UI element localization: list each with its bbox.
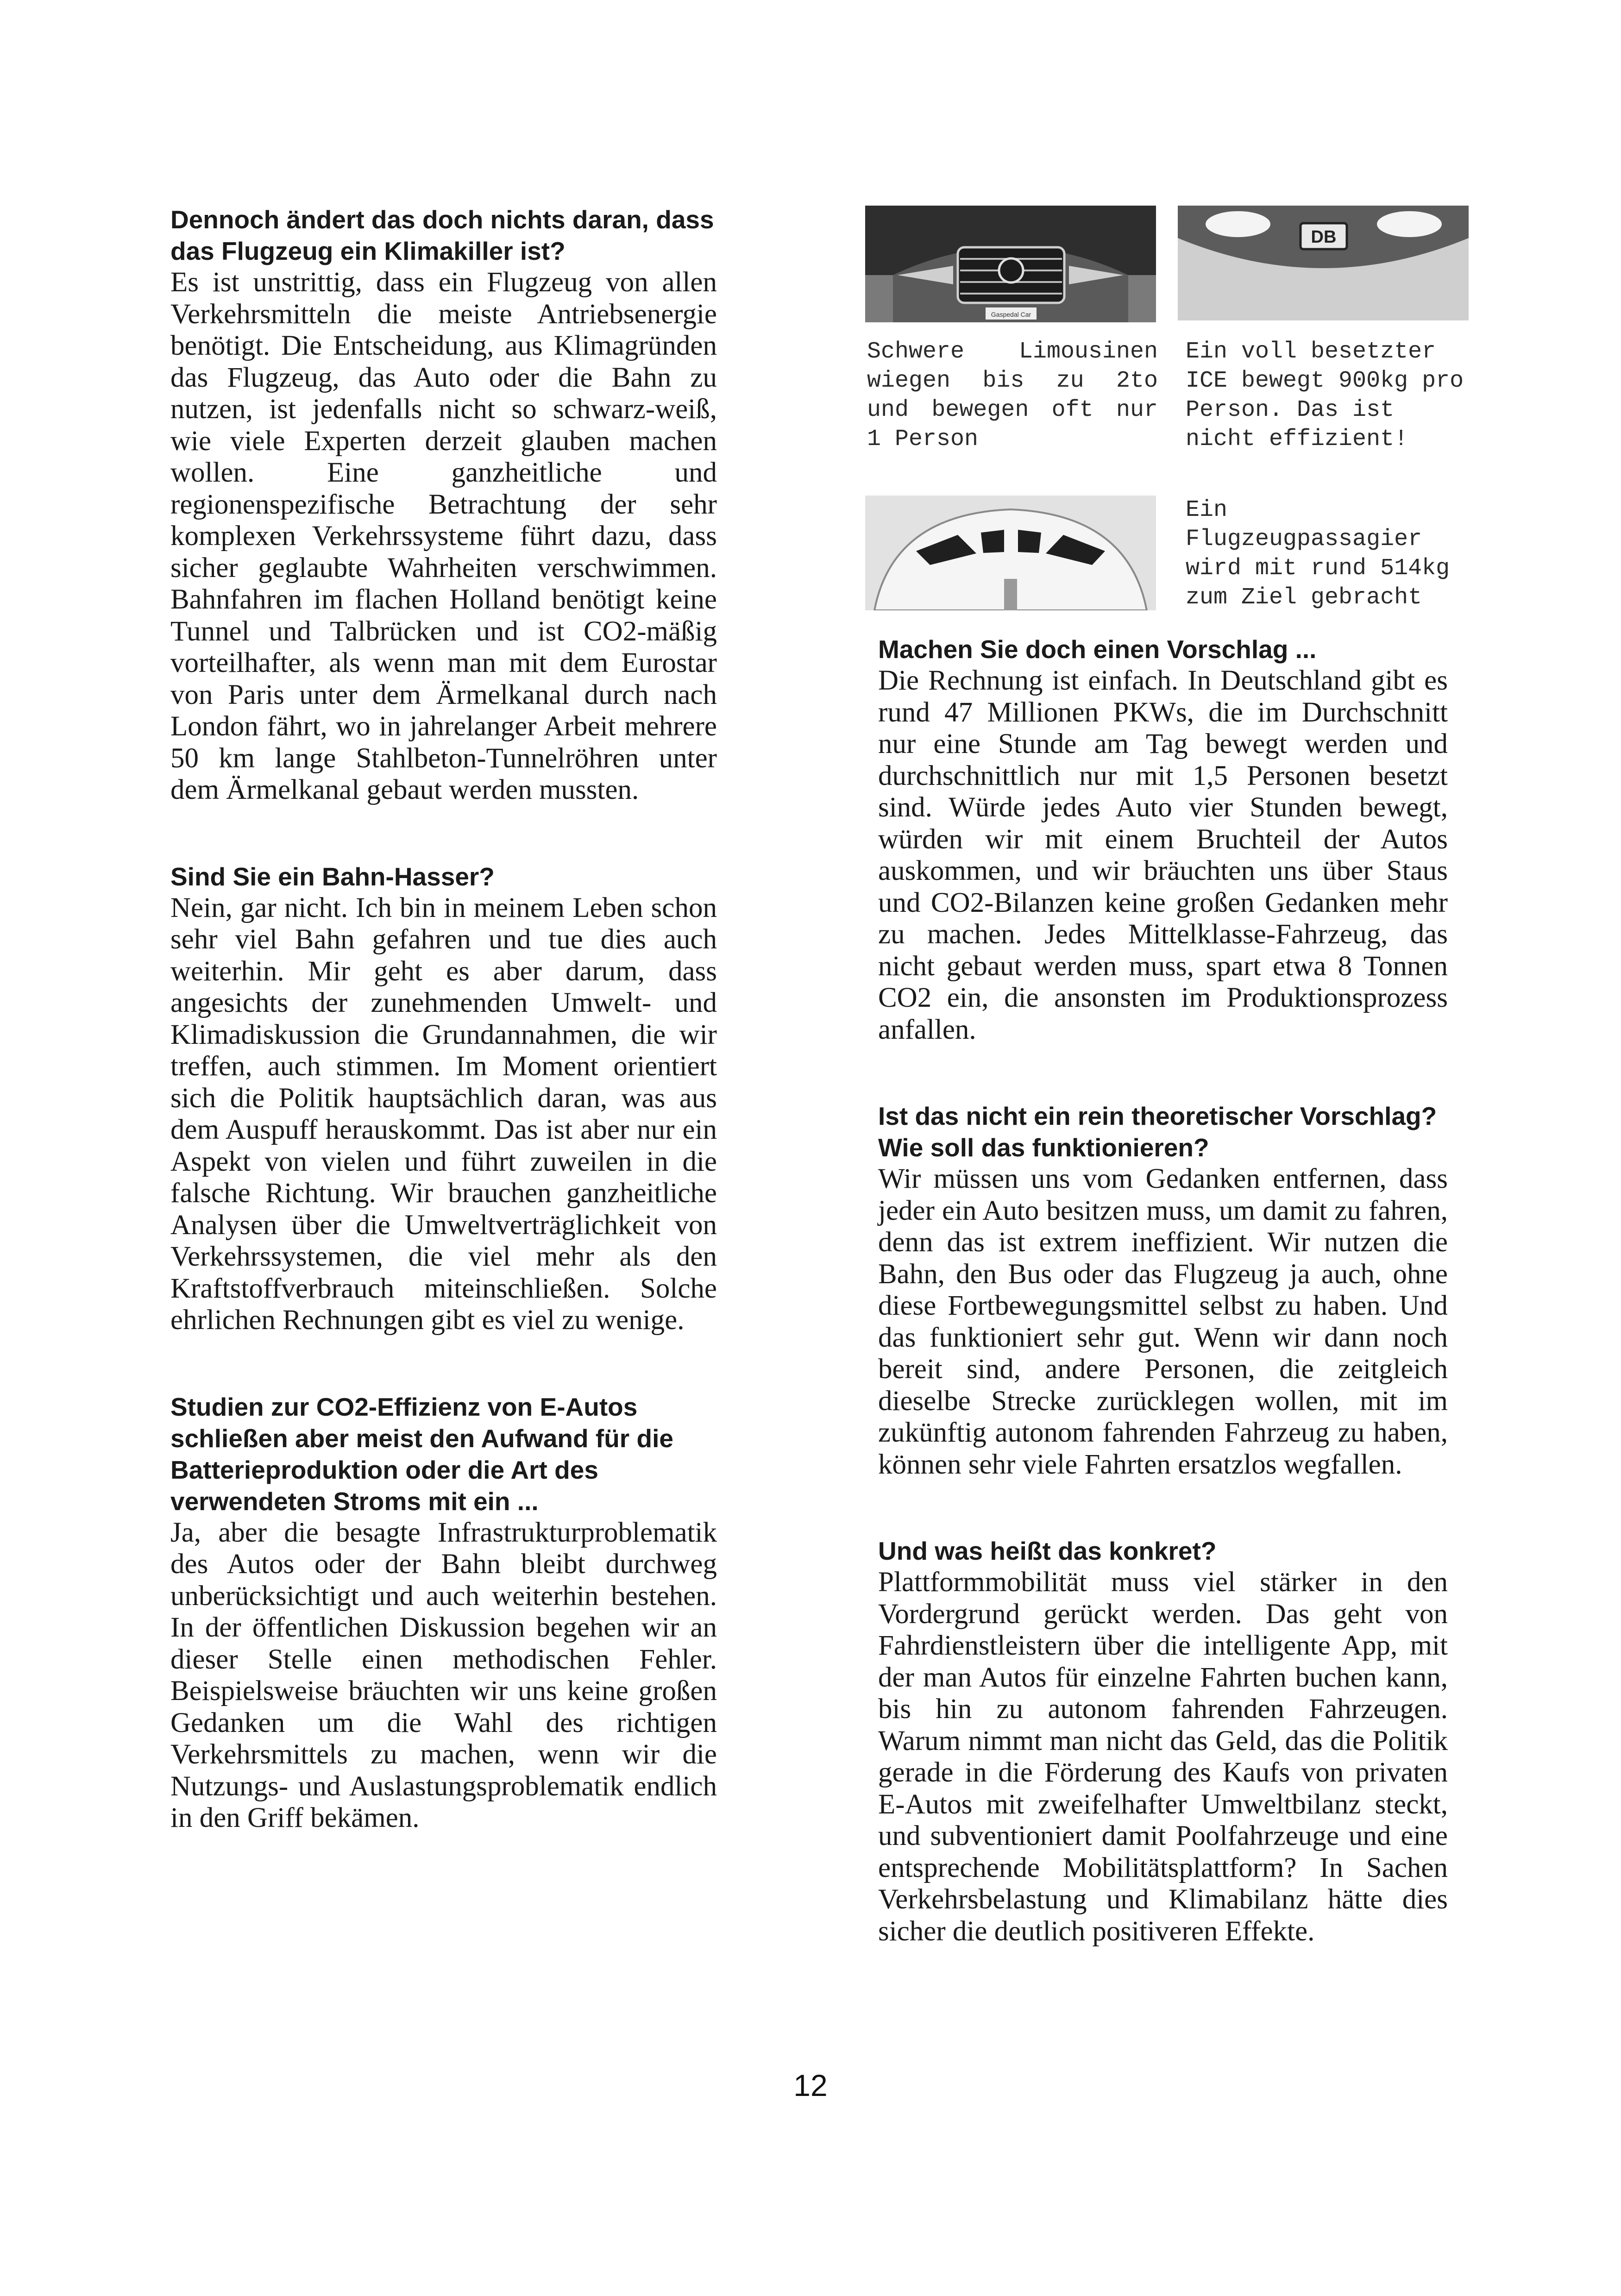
interview-answer: Plattformmobilität muss viel stärker in den Vordergrund gerückt werden. Das geht von Fahrdienstleistern über die intelligente App, mit der man Autos für einzelne Fahrten buchen kann, bis hin zu autonom fahrenden Fahrzeugen. Warum nimmt man nicht das Geld, das die Politik gerade in die Förderung des Kaufs von privaten E-Autos mit zweifelhafter Umweltbilanz steckt, und subventioniert damit Poolfahrzeuge und eine entsprechende Mobilitätsplattform? In Sachen Verkehrsbelastung und Klimabilanz hätte dies sicher die deutlich positiveren Effekte. — [878, 1567, 1448, 1947]
limousine-caption: Schwere Limousinen wiegen bis zu 2to und bewegen oft nur 1 Person — [867, 339, 1172, 452]
limousine-photo — [865, 206, 1156, 322]
interview-question: Sind Sie ein Bahn-Hasser? — [170, 862, 495, 891]
left-column — [170, 204, 717, 1889]
interview-question: Ist das nicht ein rein theoretischer Vorschlag? Wie soll das funktionieren? — [878, 1102, 1437, 1162]
car-plate-text: Gaspedal Car — [991, 311, 1031, 318]
airplane-photo — [865, 496, 1156, 610]
db-logo-text: DB — [1311, 227, 1337, 247]
limousine-grille-image — [865, 206, 1156, 322]
interview-question: Studien zur CO2-Effizienz von E-Autos schließen aber meist den Aufwand für die Batterieproduktion oder die Art des verwendeten Stroms mit ein ... — [170, 1392, 673, 1516]
interview-answer: Es ist unstrittig, dass ein Flugzeug von allen Verkehrsmitteln die meiste Antriebsenergie benötigt. Die Entscheidung, aus Klimagründen das Flugzeug, das Auto oder die Bahn zu nutzen, ist jedenfalls nicht so schwarz-weiß, wie viele Experten derzeit glauben machen wollen. Eine ganzheitliche und regionenspezifische Betrachtung der sehr komplexen Verkehrssysteme führt dazu, dass sicher geglaubte Wahrheiten verschwimmen. Bahnfahren im flachen Holland benötigt keine Tunnel und Talbrücken und ist CO2-mäßig vorteilhafter, als wenn man mit dem Eurostar von Paris unter dem Ärmelkanal durch nach London fährt, wo in jahrelanger Arbeit mehrere 50 km lange Stahlbeton-Tunnelröhren unter dem Ärmelkanal gebaut werden mussten. — [170, 267, 717, 805]
interview-question: Machen Sie doch einen Vorschlag ... — [878, 635, 1317, 664]
right-column — [878, 634, 1448, 2002]
ice-train-nose-image — [1178, 206, 1469, 320]
plane-caption: Ein Flugzeugpassagier wird mit rund 514kg zum Ziel gebracht — [1186, 497, 1464, 611]
interview-question: Dennoch ändert das doch nichts daran, dass das Flugzeug ein Klimakiller ist? — [170, 205, 714, 265]
interview-answer: Ja, aber die besagte Infrastrukturproblematik des Autos oder der Bahn bleibt durchweg unberücksichtigt und auch weiterhin bestehen. In der öffentlichen Diskussion begehen wir an dieser Stelle einen methodischen Fehler. Beispielsweise bräuchten wir uns keine großen Gedanken um die Wahl des richtigen Verkehrsmittels zu machen, wenn wir die Nutzungs- und Auslastungsproblematik endlich in den Griff bekämen. — [170, 1517, 717, 1833]
interview-answer: Nein, gar nicht. Ich bin in meinem Leben schon sehr viel Bahn gefahren und tue dies auch weiterhin. Mir geht es aber darum, dass angesichts der zunehmenden Umwelt- und Klimadiskussion die Grundannahmen, die wir treffen, auch stimmen. Im Moment orientiert sich die Politik hauptsächlich daran, was aus dem Auspuff herauskommt. Das ist aber nur ein Aspekt von vielen und führt zuweilen in die falsche Richtung. Wir brauchen ganzheitliche Analysen über die Umweltverträglichkeit von Verkehrssystemen, die viel mehr als den Kraftstoffverbrauch miteinschließen. Solche ehrlichen Rechnungen gibt es viel zu wenige. — [170, 892, 717, 1336]
interview-question: Und was heißt das konkret? — [878, 1537, 1217, 1565]
interview-answer: Die Rechnung ist einfach. In Deutschland gibt es rund 47 Millionen PKWs, die im Durchschnitt nur eine Stunde am Tag bewegt werden und durchschnittlich nur mit 1,5 Personen besetzt sind. Würde jedes Auto vier Stunden bewegt, würden wir mit einem Bruchteil der Autos auskommen, und wir bräuchten uns über Staus und CO2-Bilanzen keine großen Gedanken mehr zu machen. Jedes Mittelklasse-Fahrzeug, das nicht gebaut werden muss, spart etwa 8 Tonnen CO2 ein, die ansonsten im Produktionsprozess anfallen. — [878, 665, 1448, 1045]
airplane-cockpit-image — [865, 496, 1156, 610]
ice-train-photo — [1178, 206, 1469, 320]
page-number: 12 — [793, 2068, 828, 2102]
ice-caption: Ein voll besetzter ICE bewegt 900kg pro Person. Das ist nicht effizient! — [1186, 339, 1478, 452]
interview-answer: Wir müssen uns vom Gedanken entfernen, dass jeder ein Auto besitzen muss, um damit zu fahren, denn das ist extrem ineffizient. Wir nutzen die Bahn, den Bus oder das Flugzeug ja auch, ohne diese Fortbewegungsmittel selbst zu haben. Und das funktioniert sehr gut. Wenn wir dann noch bereit sind, andere Personen, die zeitgleich dieselbe Strecke zurücklegen wollen, mit im zukünftig autonom fahrenden Fahrzeug zu haben, können sehr viele Fahrten ersatzlos wegfallen. — [878, 1163, 1448, 1480]
